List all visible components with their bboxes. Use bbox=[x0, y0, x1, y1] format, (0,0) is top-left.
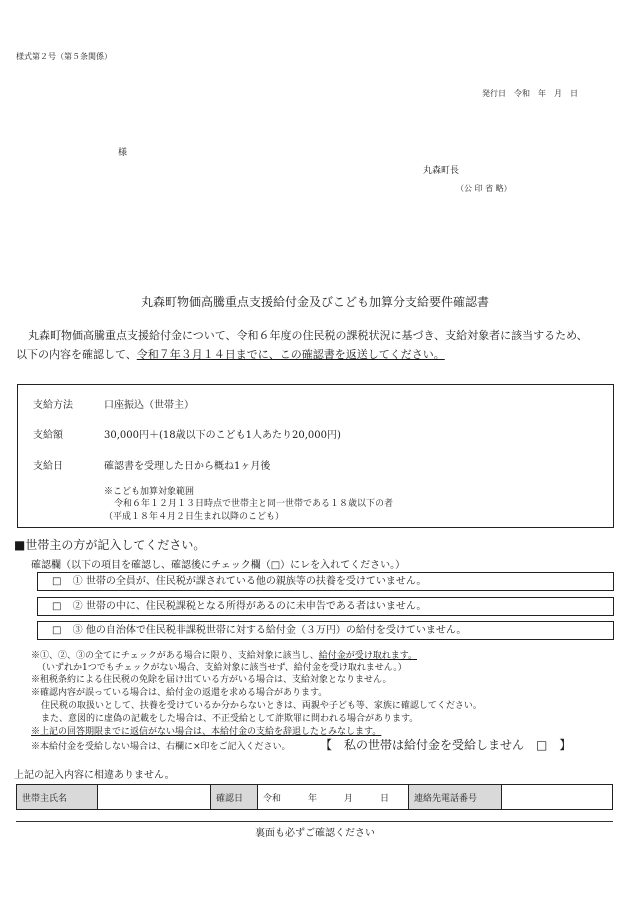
note-4: ※上記の回答期限までに返信がない場合は、本給付金の支給を辞退したとみなします。 bbox=[31, 727, 382, 737]
document-title: 丸森町物価高騰重点支援給付金及びこども加算分支給要件確認書 bbox=[140, 295, 489, 309]
phone-field[interactable] bbox=[502, 785, 613, 810]
form-number: 様式第２号（第５条関係） bbox=[16, 52, 112, 61]
check-instruction: 確認欄（以下の項目を確認し、確認後にチェック欄（□）にレを入れてください。） bbox=[31, 560, 406, 571]
householder-name-field[interactable] bbox=[98, 785, 211, 810]
issue-date: 発行日 令和 年 月 日 bbox=[482, 89, 578, 98]
intro-line-2-text: 以下の内容を確認して、 bbox=[16, 348, 137, 361]
note-3-sub-1: 住民税の取扱いとして、扶養を受けているか分からないときは、両親や子ども等、家族に確認してください。 bbox=[41, 701, 482, 711]
checkbox-3[interactable]: □ bbox=[52, 625, 62, 636]
addressee-suffix: 様 bbox=[118, 148, 128, 158]
check-item-3 bbox=[37, 621, 614, 640]
note-3: ※確認内容が誤っている場合は、給付金の返還を求める場合があります。 bbox=[31, 688, 328, 698]
checkbox-1[interactable]: □ bbox=[52, 576, 62, 587]
check-item-1-text: ① 世帯の全員が、住民税が課されている他の親族等の扶養を受けていません。 bbox=[72, 576, 427, 587]
confirm-statement: 上記の記入内容に相違ありません。 bbox=[14, 770, 175, 781]
payment-date-value: 確認書を受理した日から概ね1ヶ月後 bbox=[104, 461, 271, 472]
deadline-text: 令和７年３月１４日までに、この確認書を返送してください。 bbox=[136, 348, 445, 361]
intro-line-2 bbox=[16, 346, 445, 362]
payment-amount-label: 支給額 bbox=[33, 430, 63, 441]
check-item-3-text: ③ 他の自治体で住民税非課税世帯に対する給付金（３万円）の給付を受けていません。 bbox=[72, 625, 467, 636]
householder-name-label: 世帯主氏名 bbox=[17, 785, 98, 810]
intro-line-1: 丸森町物価高騰重点支援給付金について、令和６年度の住民税の課税状況に基づき、支給対象者に該当するため、 bbox=[28, 329, 588, 342]
section-heading: ■世帯主の方が記入してください。 bbox=[14, 538, 206, 552]
note-3-sub-2: また、意図的に虚偽の記載をした場合は、不正受給として詐欺罪に問われる場合があります。 bbox=[41, 714, 419, 724]
payment-date-label: 支給日 bbox=[33, 461, 63, 472]
footer-divider bbox=[16, 821, 613, 822]
phone-label: 連絡先電話番号 bbox=[409, 785, 502, 810]
note-1-text: ※①、②、③の全てにチェックがある場合に限り、支給対象に該当し、 bbox=[31, 651, 319, 661]
child-bonus-note-heading: ※こども加算対象範囲 bbox=[104, 487, 195, 497]
issuer-name: 丸森町長 bbox=[423, 166, 460, 176]
note-2: ※租税条約による住民税の免除を届け出ている方がいる場合は、支給対象となりません。 bbox=[31, 675, 392, 685]
decline-checkbox-field[interactable]: 【 私の世帯は給付金を受給しません □ 】 bbox=[320, 738, 572, 752]
payment-method-label: 支給方法 bbox=[33, 400, 73, 411]
note-1-sub: （いずれか1つでもチェックがない場合、支給対象に該当せず、給付金を受け取れません。） bbox=[37, 663, 407, 673]
child-bonus-note-range: 令和６年１２月１３日時点で世帯主と同一世帯である１８歳以下の者 bbox=[114, 499, 394, 509]
check-item-1 bbox=[37, 572, 614, 591]
payment-amount-value: 30,000円＋(18歳以下のこども1人あたり20,000円) bbox=[104, 430, 341, 441]
footer-note: 裏面も必ずご確認ください bbox=[255, 828, 375, 839]
seal-omitted-note: （公 印 省 略） bbox=[456, 184, 512, 193]
checkbox-2[interactable]: □ bbox=[52, 601, 62, 612]
check-item-2 bbox=[37, 597, 614, 616]
payment-method-value: 口座振込（世帯主） bbox=[104, 400, 194, 411]
confirm-date-label: 確認日 bbox=[211, 785, 258, 810]
note-5: ※本給付金を受給しない場合は、右欄に×印をご記入ください。 bbox=[31, 742, 291, 752]
signature-table bbox=[16, 784, 613, 810]
child-bonus-note-birthdate: （平成１８年４月２日生まれ以降のこども） bbox=[104, 512, 285, 522]
check-item-2-text: ② 世帯の中に、住民税課税となる所得があるのに未申告である者はいません。 bbox=[72, 601, 427, 612]
confirm-date-field[interactable]: 令和 年 月 日 bbox=[258, 785, 409, 810]
note-1-emphasis: 給付金が受け取れます。 bbox=[318, 651, 418, 661]
